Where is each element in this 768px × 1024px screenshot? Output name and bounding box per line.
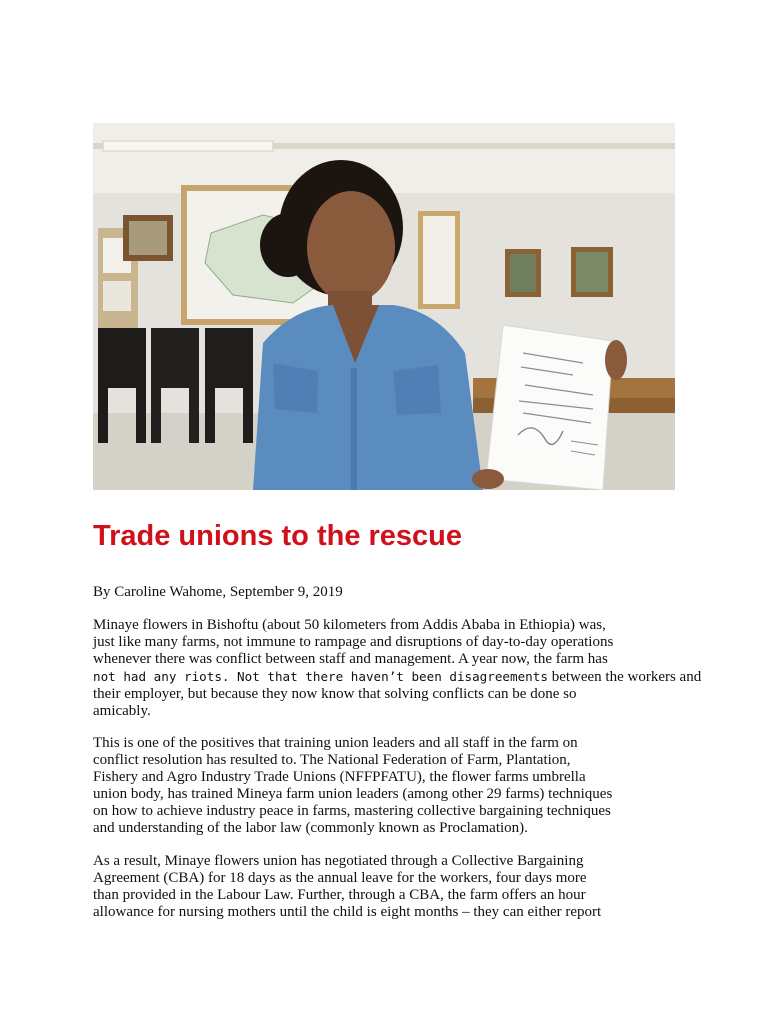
article-paragraph bbox=[93, 853, 601, 921]
paragraph-line: This is one of the positives that training union leaders and all staff in the farm on bbox=[93, 735, 578, 751]
paragraph-line bbox=[93, 668, 701, 686]
paragraph-line-segment: between the workers and bbox=[547, 669, 702, 685]
paragraph-line-segment: not had any riots. Not that there haven’t been disagreements bbox=[93, 669, 548, 684]
article-paragraph bbox=[93, 735, 612, 837]
article-byline: By Caroline Wahome, September 9, 2019 bbox=[93, 584, 343, 600]
paragraph-line: Fishery and Agro Industry Trade Unions (NFFPFATU), the flower farms umbrella bbox=[93, 769, 586, 785]
article-headline: Trade unions to the rescue bbox=[93, 520, 463, 552]
paragraph-line: their employer, but because they now know that solving conflicts can be done so bbox=[93, 686, 577, 702]
paragraph-line: and understanding of the labor law (commonly known as Proclamation). bbox=[93, 820, 528, 836]
paragraph-line: on how to achieve industry peace in farms, mastering collective bargaining techniques bbox=[93, 803, 611, 819]
article-paragraph bbox=[93, 617, 701, 720]
paragraph-line: than provided in the Labour Law. Further, through a CBA, the farm offers an hour bbox=[93, 887, 586, 903]
paragraph-line: whenever there was conflict between staff and management. A year now, the farm has bbox=[93, 651, 608, 667]
paragraph-line: just like many farms, not immune to rampage and disruptions of day-to-day operations bbox=[93, 634, 614, 650]
paragraph-line: amicably. bbox=[93, 703, 151, 719]
article-photo bbox=[93, 123, 675, 490]
paragraph-line: union body, has trained Mineya farm union leaders (among other 29 farms) techniques bbox=[93, 786, 613, 802]
paragraph-line: allowance for nursing mothers until the child is eight months – they can either report bbox=[93, 904, 602, 920]
paragraph-line: conflict resolution has resulted to. The National Federation of Farm, Plantation, bbox=[93, 752, 571, 768]
paragraph-line: As a result, Minaye flowers union has negotiated through a Collective Bargaining bbox=[93, 853, 584, 869]
paragraph-line: Minaye flowers in Bishoftu (about 50 kilometers from Addis Ababa in Ethiopia) was, bbox=[93, 617, 606, 633]
paragraph-line: Agreement (CBA) for 18 days as the annual leave for the workers, four days more bbox=[93, 870, 587, 886]
